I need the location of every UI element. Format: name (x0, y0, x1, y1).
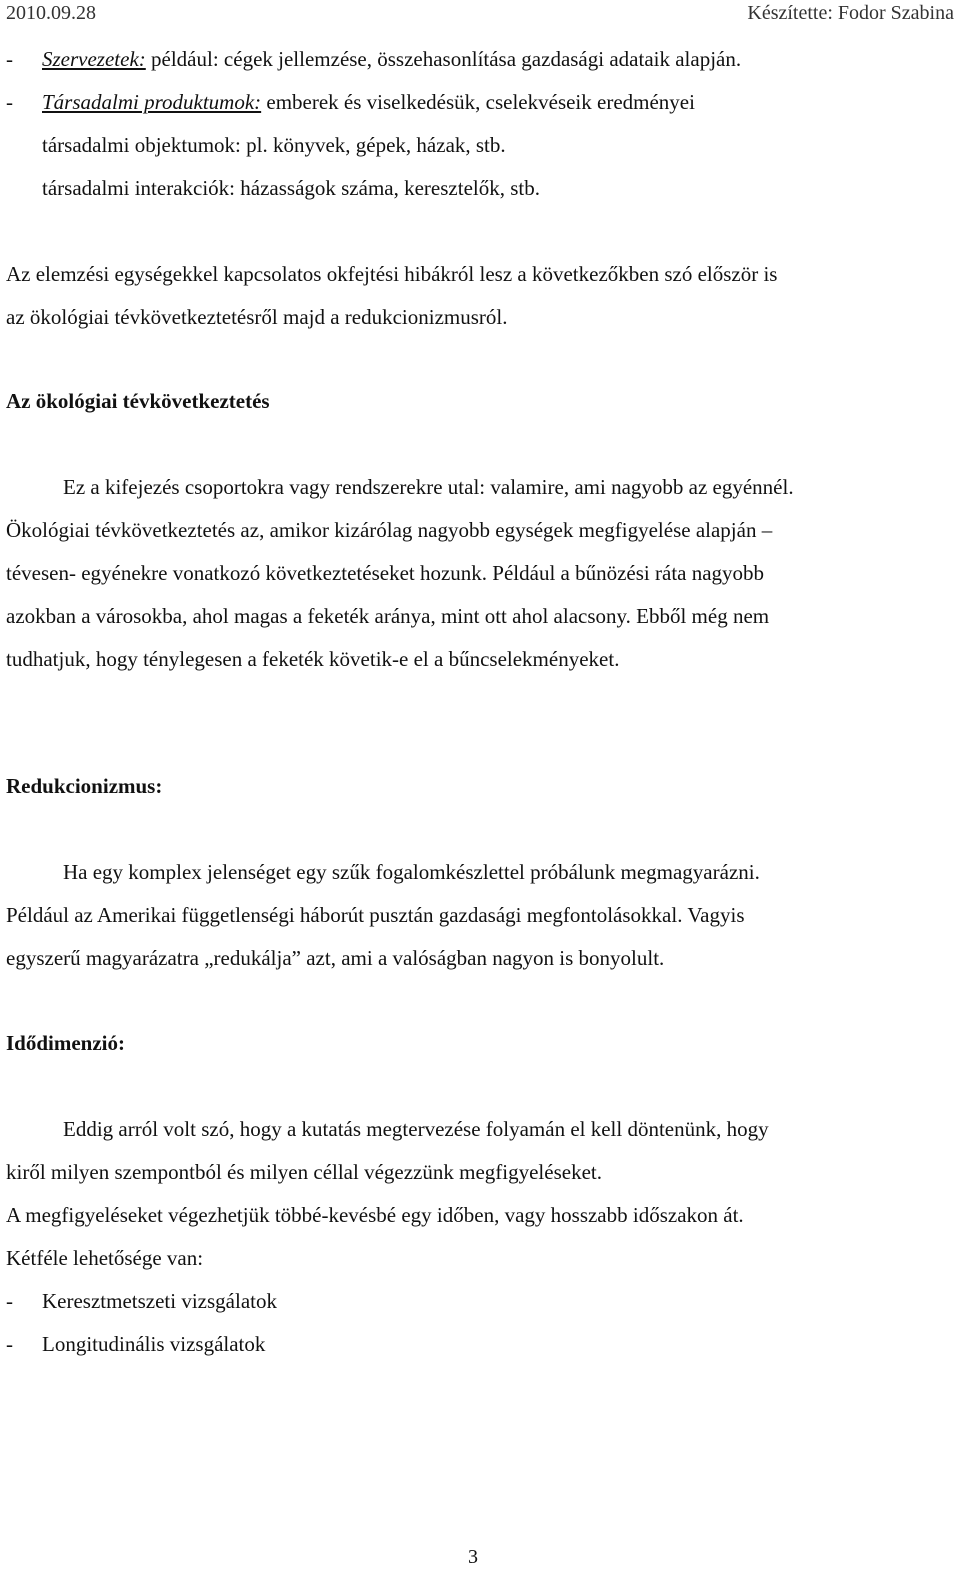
paragraph-line: Ha egy komplex jelenséget egy szűk fogalomkészlettel próbálunk megmagyarázni. (63, 860, 760, 884)
list-item-organizations (6, 38, 741, 81)
list-dash: - (6, 1332, 13, 1356)
page-number: 3 (468, 1546, 478, 1568)
header-author: Készítette: Fodor Szabina (747, 2, 954, 24)
list-item-cross-sectional (6, 1280, 277, 1323)
term-social-products: Társadalmi produktumok: (42, 90, 262, 114)
paragraph-line: azokban a városokba, ahol magas a feketék aránya, mint ott ahol alacsony. Ebből még nem (6, 604, 770, 628)
paragraph-line: A megfigyeléseket végezhetjük többé-kevésbé egy időben, vagy hosszabb időszakon át. (6, 1203, 744, 1227)
list-continuation: társadalmi interakciók: házasságok száma, keresztelők, stb. (42, 176, 540, 200)
list-dash: - (6, 1289, 13, 1313)
list-item-label: Longitudinális vizsgálatok (42, 1332, 266, 1356)
intro-line: Az elemzési egységekkel kapcsolatos okfejtési hibákról lesz a következőkben szó először is (6, 262, 778, 286)
paragraph-line: egyszerű magyarázatra „redukálja” azt, ami a valóságban nagyon is bonyolult. (6, 946, 665, 970)
list-continuation: társadalmi objektumok: pl. könyvek, gépek, házak, stb. (42, 133, 506, 157)
section-heading-ecological: Az ökológiai tévkövetkeztetés (6, 389, 270, 413)
list-item-text: például: cégek jellemzése, összehasonlítása gazdasági adataik alapján. (145, 47, 742, 71)
section-heading-time: Idődimenzió: (6, 1031, 126, 1055)
list-dash: - (6, 90, 13, 114)
paragraph-line: Ez a kifejezés csoportokra vagy rendszerekre utal: valamire, ami nagyobb az egyénnél. (63, 475, 794, 499)
term-organizations: Szervezetek: (42, 47, 146, 71)
paragraph-line: kiről milyen szempontból és milyen céllal végezzünk megfigyeléseket. (6, 1160, 602, 1184)
paragraph-line: Ökológiai tévkövetkeztetés az, amikor kizárólag nagyobb egységek megfigyelése alapján – (6, 518, 773, 542)
header-date: 2010.09.28 (6, 2, 96, 24)
paragraph-line: Eddig arról volt szó, hogy a kutatás megtervezése folyamán el kell döntenünk, hogy (63, 1117, 769, 1141)
list-dash: - (6, 47, 13, 71)
list-item-social-products (6, 81, 695, 124)
section-heading-reduction: Redukcionizmus: (6, 774, 163, 798)
page-header (6, 0, 954, 30)
paragraph-line: Kétféle lehetősége van: (6, 1246, 204, 1270)
paragraph-line: tévesen- egyénekre vonatkozó következtetéseket hozunk. Például a bűnözési ráta nagyobb (6, 561, 765, 585)
paragraph-line: Például az Amerikai függetlenségi háborút pusztán gazdasági megfontolásokkal. Vagyis (6, 903, 745, 927)
list-item-label: Keresztmetszeti vizsgálatok (42, 1289, 277, 1313)
intro-line: az ökológiai tévkövetkeztetésről majd a redukcionizmusról. (6, 305, 508, 329)
list-item-longitudinal (6, 1323, 265, 1366)
list-item-text: emberek és viselkedésük, cselekvéseik eredményei (261, 90, 695, 114)
paragraph-line: tudhatjuk, hogy ténylegesen a feketék követik-e el a bűncselekményeket. (6, 647, 620, 671)
